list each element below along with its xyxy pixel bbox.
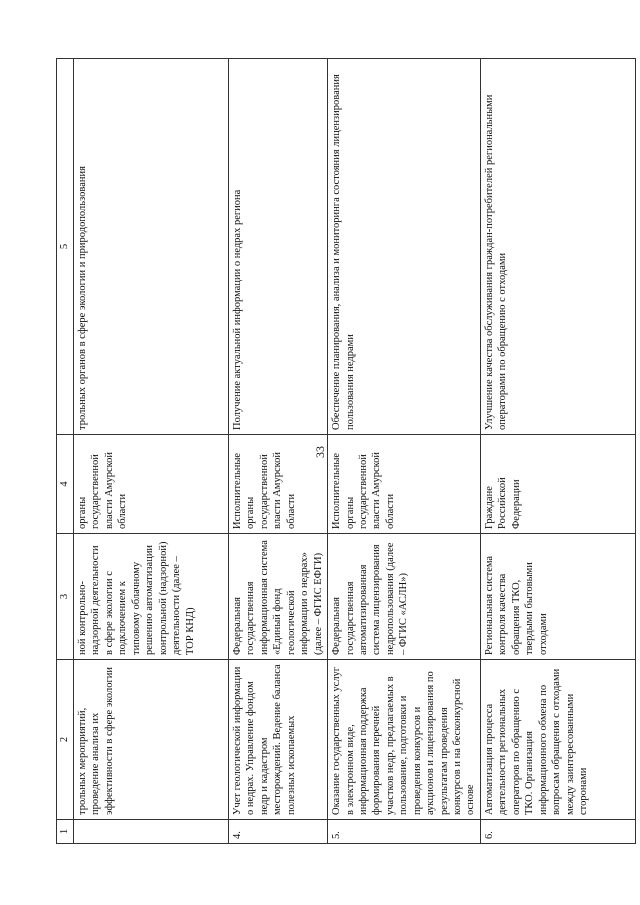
system-cell: Региональная система контроля качества обращения ТКО, твердыми бытовыми отходами: [480, 534, 635, 660]
header-cell: 4: [57, 435, 74, 534]
system-cell: ной контрольно-надзорной деятельности в сфере экологии с подключением к типовому облачному решению автоматизации контрольной (надзорной) деятельности (далее – ТОР КНД): [74, 534, 229, 660]
header-cell: 5: [57, 59, 74, 435]
header-cell: 2: [57, 660, 74, 820]
table-row: [229, 59, 328, 844]
activity-cell: трольных мероприятий, проведение анализа их эффективности в сфере экологии: [74, 660, 229, 820]
result-cell: Улучшение качества обслуживания граждан-потребителей региональными операторами по обращению с отходами: [480, 59, 635, 435]
header-cell: 1: [57, 820, 74, 844]
activity-cell: Учет геологической информации о недрах. Управление фондом недр и кадастром месторождений. Ведение баланса полезных ископаемых: [229, 660, 328, 820]
row-number-cell: 4.: [229, 820, 328, 844]
table-row: [74, 59, 229, 844]
row-number-cell: 6.: [480, 820, 635, 844]
activities-table: [56, 58, 636, 844]
result-cell: Обеспечение планирования, анализа и мониторинга состояния лицензирования пользования недрами: [328, 59, 481, 435]
row-number-cell: 5.: [328, 820, 481, 844]
rotated-page-content: [56, 59, 594, 844]
system-cell: Федеральная государственная автоматизированная система лицензирования недропользования (далее – ФГИС «АСЛН»): [328, 534, 481, 660]
executor-cell: Исполнительные органы государственной власти Амурской области: [328, 435, 481, 534]
result-cell: Получение актуальной информации о недрах региона: [229, 59, 328, 435]
executor-cell: Граждане Российской Федерации: [480, 435, 635, 534]
row-number-cell: [74, 820, 229, 844]
table-row: [480, 59, 635, 844]
system-cell: Федеральная государственная информационная система «Единый фонд геологической информации о недрах» (далее – ФГИС ЕФГИ): [229, 534, 328, 660]
table-row: [328, 59, 481, 844]
executor-cell: органы государственной власти Амурской области: [74, 435, 229, 534]
table-header-row: [57, 59, 74, 844]
header-cell: 3: [57, 534, 74, 660]
executor-cell: Исполнительные органы государственной власти Амурской области: [229, 435, 328, 534]
page-number: 33: [313, 446, 327, 458]
result-cell: трольных органов в сфере экологии и природопользования: [74, 59, 229, 435]
activity-cell: Автоматизация процесса деятельности региональных операторов по обращению с ТКО. Организация информационного обмена по вопросам обращения с отходами между заинтересованными сторонами: [480, 660, 635, 820]
activity-cell: Оказание государственных услуг в электронном виде, информационная поддержка формирования перечней участков недр, предлагаемых в пользование, подготовки и проведения конкурсов и аукционов и лицензирования по результатам проведения конкурсов и на бесконкурсной основе: [328, 660, 481, 820]
